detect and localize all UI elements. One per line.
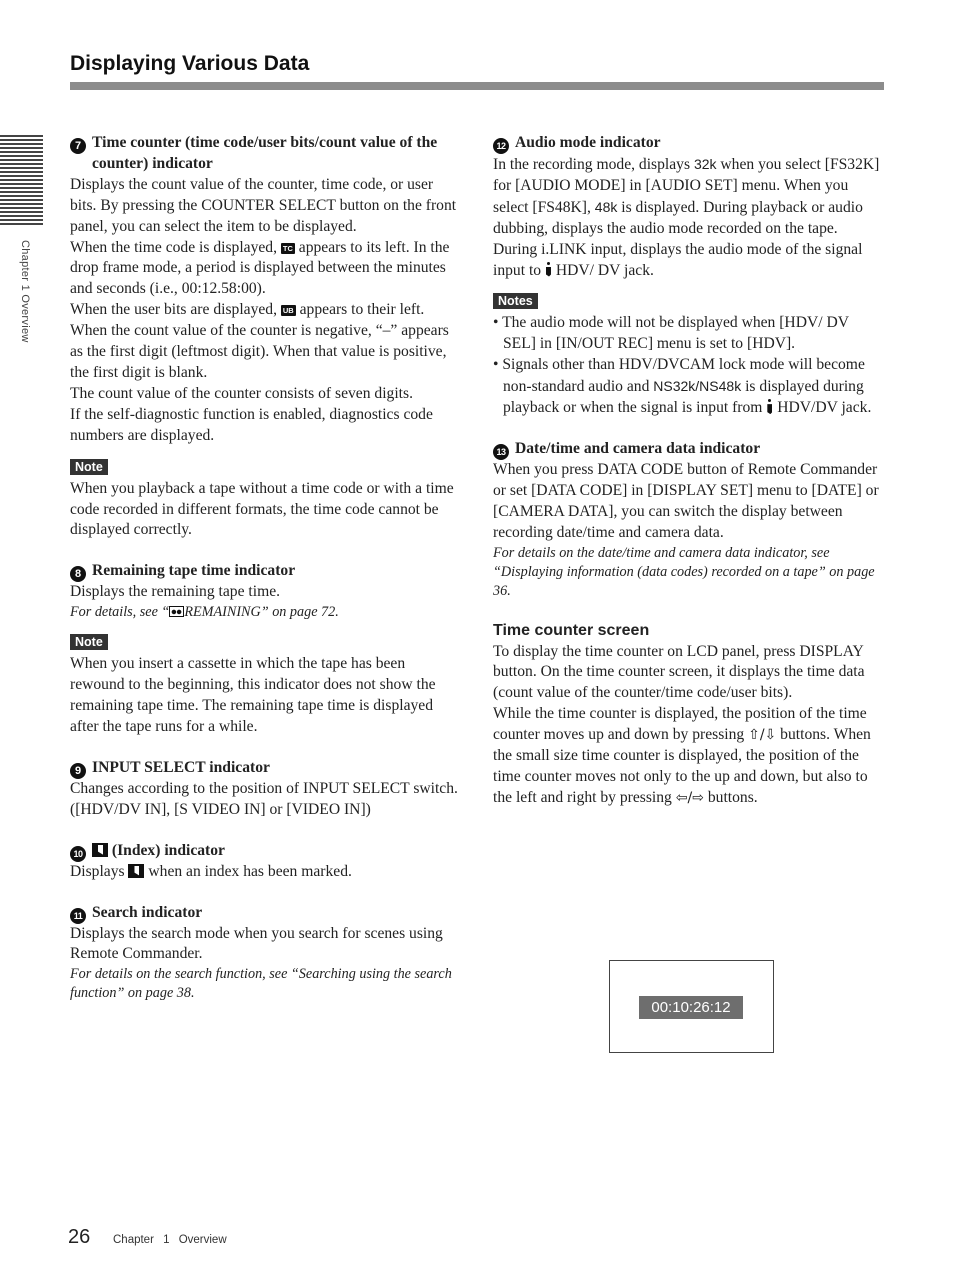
section-7-p3: When the user bits are displayed, UB appears to their left.: [70, 301, 425, 319]
time-counter-p2: While the time counter is displayed, the position of the time counter moves up and down by pressing ⇧/⇩ buttons. When the small size time counter is displayed, the position of the time counter moves not only to the up and down, but also to the left and right by pressing ⇦/⇨ buttons.: [493, 705, 871, 806]
note-badge: Note: [70, 459, 108, 475]
ns-audio-icon: NS32k/NS48k: [653, 378, 742, 395]
section-8-heading: [70, 561, 462, 582]
chapter-tab-marker: [0, 135, 43, 227]
section-7-note: When you playback a tape without a time code or with a time code recorded in different formats, the time code cannot be displayed correctly.: [70, 479, 454, 539]
section-12-notes: [493, 313, 885, 419]
section-7-title: Time counter (time code/user bits/count value of the counter) indicator: [92, 134, 438, 172]
section-8-note: When you insert a cassette in which the tape has been rewound to the beginning, this indicator does not show the remaining tape time. The remaining tape time is displayed after the tape runs for a while.: [70, 655, 436, 735]
section-13-ref: For details on the date/time and camera data indicator, see “Displaying information (data codes) recorded on a tape” on page 36.: [493, 544, 875, 599]
number-9-icon: 9: [70, 763, 86, 779]
section-11-p1: Displays the search mode when you search for scenes using Remote Commander.: [70, 924, 443, 963]
ub-icon: UB: [282, 306, 294, 316]
page-number: 26: [68, 1226, 91, 1248]
section-9-heading: [70, 758, 462, 779]
section-7-p2: When the time code is displayed, TC appears to its left. In the drop frame mode, a period is displayed between the minutes and seconds (i.e., 00:12.58:00).: [70, 238, 450, 298]
section-10-title: (Index) indicator: [111, 841, 225, 859]
note-badge: Note: [70, 634, 108, 650]
section-11-heading: [70, 903, 462, 924]
section-12-heading: [493, 133, 885, 154]
section-12-p1: In the recording mode, displays 32k when you select [FS32K] for [AUDIO MODE] in [AUDIO SET] menu. When you select [FS48K], 48k is displayed. During playback or audio dubbing, displays the audio mode recorded on the tape. During i.LINK input, displays the audio mode of the signal input to HDV/ DV jack.: [493, 156, 880, 279]
section-10-heading: [70, 841, 462, 862]
section-7-p5: The count value of the counter consists of seven digits.: [70, 384, 413, 402]
section-7-p1: Displays the count value of the counter, time code, or user bits. By pressing the COUNTER SELECT button on the front panel, you can select the item to be displayed.: [70, 175, 457, 235]
section-8-title: Remaining tape time indicator: [92, 562, 296, 580]
section-7-p6: If the self-diagnostic function is enabled, diagnostics code numbers are displayed.: [70, 405, 433, 444]
time-counter-display: 00:10:26:12: [639, 996, 743, 1019]
up-down-arrows-icon: ⇧/⇩: [748, 727, 777, 744]
time-counter-screen-heading: Time counter screen: [493, 621, 650, 639]
number-8-icon: 8: [70, 566, 86, 582]
left-column: [70, 133, 462, 1003]
footer-chapter-label: Chapter 1 Overview: [113, 1234, 227, 1246]
index-icon: [128, 864, 144, 878]
section-8-p1: Displays the remaining tape time.: [70, 583, 281, 601]
section-9-title: INPUT SELECT indicator: [92, 758, 270, 776]
time-counter-p1: To display the time counter on LCD panel, press DISPLAY button. On the time counter screen, it displays the time data (count value of the counter/time code/user bits).: [493, 642, 865, 702]
audio-48k-icon: 48k: [594, 198, 618, 215]
number-10-icon: 10: [70, 846, 86, 862]
section-10-p1: Displays when an index has been marked.: [70, 862, 352, 880]
section-13-title: Date/time and camera data indicator: [515, 439, 761, 457]
number-13-icon: 13: [493, 444, 509, 460]
number-7-icon: 7: [70, 138, 86, 154]
tc-icon: TC: [282, 243, 293, 253]
number-12-icon: 12: [493, 138, 509, 154]
note-item: • Signals other than HDV/DVCAM lock mode will become non-standard audio and NS32k/NS48k is displayed during playback or when the signal is input from HDV/DV jack.: [493, 356, 872, 417]
cassette-icon: [169, 606, 184, 617]
number-11-icon: 11: [70, 908, 86, 924]
note-item: • The audio mode will not be displayed when [HDV/ DV SEL] in [IN/OUT REC] menu is set to [HDV].: [493, 314, 849, 353]
ilink-icon: [766, 399, 773, 414]
section-13-p1: When you press DATA CODE button of Remote Commander or set [DATA CODE] in [DISPLAY SET] menu to [DATE] or [CAMERA DATA], you can switch the display between recording date/time and camera data.: [493, 460, 879, 541]
section-7-p4: When the count value of the counter is negative, “–” appears as the first digit (leftmost digit). When that value is positive, the first digit is blank.: [70, 322, 449, 381]
notes-badge: Notes: [493, 293, 538, 309]
section-9-p1: Changes according to the position of INPUT SELECT switch. ([HDV/DV IN], [S VIDEO IN] or [VIDEO IN]): [70, 779, 458, 818]
left-right-arrows-icon: ⇦/⇨: [675, 789, 704, 806]
audio-32k-icon: 32k: [693, 156, 717, 172]
section-11-title: Search indicator: [92, 903, 203, 921]
index-icon: [92, 843, 108, 857]
time-counter-screen-illustration: [609, 960, 774, 1053]
section-11-ref: For details on the search function, see “Searching using the search function” on page 38.: [70, 966, 452, 1002]
section-8-ref: For details, see “ REMAINING” on page 72.: [70, 604, 339, 621]
right-column: [493, 133, 885, 809]
header-rule: [70, 82, 884, 90]
ilink-icon: [545, 262, 552, 277]
section-13-heading: [493, 439, 885, 460]
chapter-side-label: Chapter 1 Overview: [19, 240, 31, 343]
page-title: Displaying Various Data: [70, 52, 310, 75]
section-12-title: Audio mode indicator: [515, 134, 661, 151]
section-7-heading: [70, 133, 462, 175]
